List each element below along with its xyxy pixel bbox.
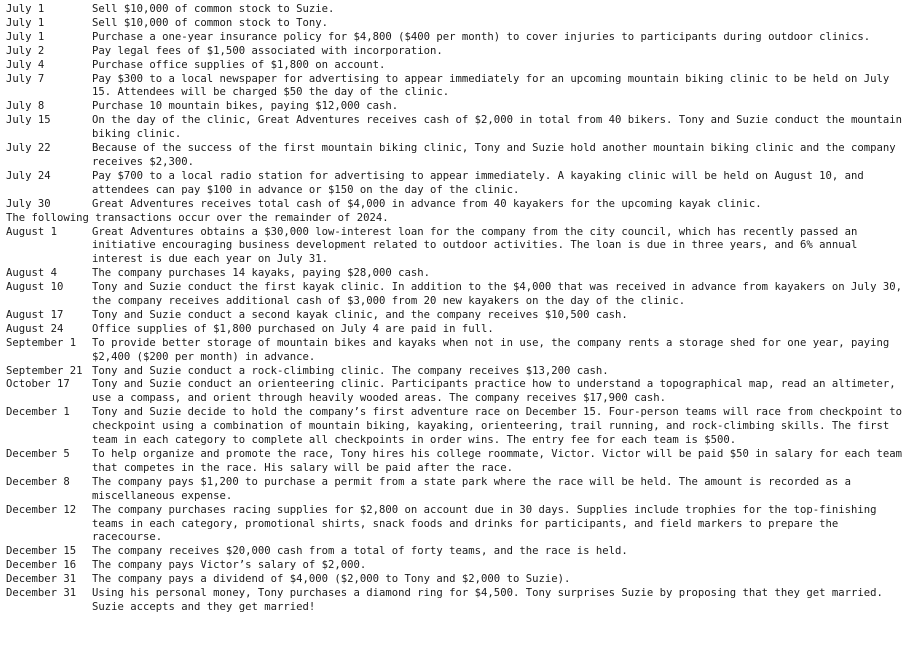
transaction-entry	[6, 170, 902, 198]
transaction-date: July 1	[6, 30, 45, 43]
transaction-entry	[6, 45, 902, 59]
transaction-description: Sell $10,000 of common stock to Tony.	[92, 16, 328, 29]
transaction-date: July 7	[6, 72, 45, 85]
transaction-description: Pay legal fees of $1,500 associated with incorporation.	[92, 44, 443, 57]
transaction-entry	[6, 573, 902, 587]
transaction-description: Office supplies of $1,800 purchased on July 4 are paid in full.	[92, 322, 494, 335]
transaction-entry	[6, 476, 902, 504]
transaction-description: Tony and Suzie conduct an orienteering clinic. Participants practice how to understand a topographical map, read an altimeter, use a compass, and orient through heavily wooded areas. The company receives $17,900 cash.	[92, 378, 896, 405]
transaction-description: Using his personal money, Tony purchases a diamond ring for $4,500. Tony surprises Suzie by proposing that they get married. Suzie accepts and they get married!	[92, 587, 883, 613]
transaction-date: December 31	[6, 573, 77, 586]
transaction-date: December 1	[6, 406, 70, 419]
transaction-description: To help organize and promote the race, Tony hires his college roommate, Victor. Victor will be paid $50 in salary for each team that competes in the race. His salary will be paid after the race.	[92, 448, 903, 474]
transaction-entry	[6, 100, 902, 114]
transaction-description: The company purchases 14 kayaks, paying $28,000 cash.	[92, 267, 431, 280]
transaction-entry	[6, 504, 902, 546]
transaction-date: December 5	[6, 448, 70, 460]
transaction-description: Great Adventures obtains a $30,000 low-interest loan for the company from the city council, which has recently passed an initiative encouraging business development related to outdoor activities. The loan is due in three years, and 6% annual interest is due each year on July 31.	[92, 225, 858, 266]
transaction-entry	[6, 17, 902, 31]
transaction-description: Tony and Suzie conduct a rock-climbing clinic. The company receives $13,200 cash.	[92, 364, 609, 377]
transaction-date: December 15	[6, 545, 77, 558]
transaction-date: July 30	[6, 197, 51, 210]
transaction-entry	[6, 281, 902, 309]
transaction-entry	[6, 226, 902, 268]
transaction-entry	[6, 587, 902, 615]
transaction-date: July 1	[6, 16, 45, 29]
transaction-date: July 1	[6, 3, 45, 15]
transaction-entry	[6, 114, 902, 142]
transaction-description: Tony and Suzie conduct a second kayak clinic, and the company receives $10,500 cash.	[92, 308, 628, 321]
transaction-description: The company purchases racing supplies for $2,800 on account due in 30 days. Supplies include trophies for the top-finishing teams in each category, promotional shirts, snack foods and drinks for participants, and field markers to prepare the racecourse.	[92, 503, 877, 544]
transition-heading: The following transactions occur over the remainder of 2024.	[6, 211, 389, 224]
transaction-date: December 16	[6, 559, 77, 572]
transaction-date: July 8	[6, 100, 45, 113]
transaction-date: September 21	[6, 364, 83, 377]
transaction-date: July 22	[6, 142, 51, 155]
transaction-description: Tony and Suzie conduct the first kayak clinic. In addition to the $4,000 that was received in advance from kayakers on July 30, the company receives additional cash of $3,000 from 20 new kayakers on the day of the clinic.	[92, 281, 903, 308]
transaction-entry	[6, 31, 902, 45]
transaction-date: December 8	[6, 475, 70, 488]
transaction-entry	[6, 267, 902, 281]
transaction-entry	[6, 559, 902, 573]
transaction-date: August 1	[6, 225, 58, 238]
transaction-entry	[6, 59, 902, 73]
transaction-description: To provide better storage of mountain bikes and kayaks when not in use, the company rents a storage shed for one year, paying $2,400 ($200 per month) in advance.	[92, 336, 890, 363]
transaction-entry	[6, 142, 902, 170]
transaction-description: Pay $300 to a local newspaper for advertising to appear immediately for an upcoming mountain biking clinic to be held on July 15. Attendees will be charged $50 the day of the clinic.	[92, 72, 890, 99]
transaction-entry	[6, 198, 902, 212]
transaction-description: Great Adventures receives total cash of $4,000 in advance from 40 kayakers for the upcoming kayak clinic.	[92, 197, 762, 210]
transaction-description: The company pays Victor’s salary of $2,000.	[92, 559, 367, 572]
transaction-description: The company pays $1,200 to purchase a permit from a state park where the race will be held. The amount is recorded as a miscellaneous expense.	[92, 475, 851, 502]
transaction-date: July 24	[6, 169, 51, 182]
transaction-description: Tony and Suzie decide to hold the company’s first adventure race on December 15. Four-person teams will race from checkpoint to checkpoint using a combination of mountain biking, kayaking, orienteering, trail running, and rock-climbing skills. The first team in each category to complete all checkpoints in order wins. The entry fee for each team is $500.	[92, 406, 903, 447]
transaction-date: December 12	[6, 503, 77, 516]
transaction-date: October 17	[6, 378, 70, 391]
transaction-description: Purchase 10 mountain bikes, paying $12,000 cash.	[92, 100, 399, 113]
transaction-entry	[6, 323, 902, 337]
transaction-date: September 1	[6, 336, 77, 349]
transaction-entry	[6, 73, 902, 101]
transaction-entry	[6, 3, 902, 17]
transaction-description: Pay $700 to a local radio station for advertising to appear immediately. A kayaking clinic will be held on August 10, and attendees can pay $100 in advance or $150 on the day of the clinic.	[92, 169, 864, 196]
transaction-entry	[6, 448, 902, 476]
transaction-description: Sell $10,000 of common stock to Suzie.	[92, 3, 335, 15]
transaction-date: August 17	[6, 308, 64, 321]
transaction-description: On the day of the clinic, Great Adventures receives cash of $2,000 in total from 40 bikers. Tony and Suzie conduct the mountain biking clinic.	[92, 114, 903, 141]
transaction-description: The company receives $20,000 cash from a total of forty teams, and the race is held.	[92, 545, 628, 558]
transaction-date: December 31	[6, 587, 77, 600]
transaction-entry	[6, 309, 902, 323]
transaction-date: July 15	[6, 114, 51, 127]
transaction-description: Purchase office supplies of $1,800 on account.	[92, 58, 386, 71]
transaction-date: August 10	[6, 281, 64, 294]
transaction-description: Because of the success of the first mountain biking clinic, Tony and Suzie hold another mountain biking clinic and the company receives $2,300.	[92, 142, 896, 168]
transaction-entry	[6, 406, 902, 448]
transaction-date: August 4	[6, 267, 58, 280]
transaction-date: July 4	[6, 58, 45, 71]
transaction-entry	[6, 545, 902, 559]
transaction-description: Purchase a one-year insurance policy for $4,800 ($400 per month) to cover injuries to participants during outdoor clinics.	[92, 30, 871, 43]
transaction-entry	[6, 378, 902, 406]
transaction-entry	[6, 365, 902, 379]
transaction-date: July 2	[6, 44, 45, 57]
transaction-entry	[6, 337, 902, 365]
transaction-date: August 24	[6, 322, 64, 335]
transaction-description: The company pays a dividend of $4,000 ($2,000 to Tony and $2,000 to Suzie).	[92, 573, 571, 586]
